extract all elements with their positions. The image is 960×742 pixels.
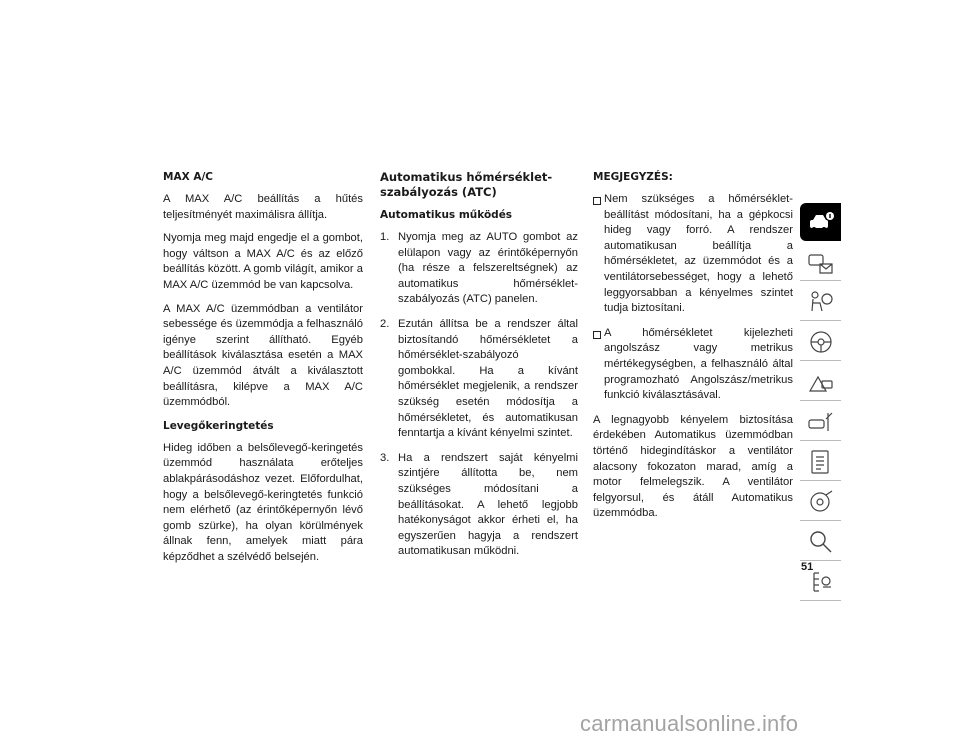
middle-column: [380, 170, 578, 569]
right-column: [593, 170, 793, 530]
bullet-text: Nem szükséges a hőmérséklet-beállítást módosítani, ha a gépkocsi hideg vagy forró. A rendszer automatikusan beállítja a hőmérsékletet, az üzemmódot és a ventilátorsebességet, hogy a lehető leggyorsabban a kényelmes szintet tudja biztosítani.: [604, 193, 793, 315]
left-column: [163, 170, 363, 573]
list-number: 3.: [380, 451, 390, 464]
max-ac-heading: MAX A/C: [163, 171, 213, 183]
search-icon[interactable]: [800, 523, 841, 561]
steering-wheel-icon[interactable]: [800, 323, 841, 361]
hazard-icon[interactable]: [800, 363, 841, 401]
paragraph: A legnagyobb kényelem biztosítása érdekében Automatikus üzemmódban történő hidegindításkor a ventilátor alacsony fokozaton marad, amíg a motor felmelegszik. A ventilátor felgyorsul, és átáll Automatikus üzemmódba.: [593, 413, 793, 520]
square-bullet-icon: [593, 326, 604, 404]
paragraph: A MAX A/C üzemmódban a ventilátor sebessége és üzemmódja a felhasználó igénye szerint állítható. Egyéb beállítások kiválasztása esetén a MAX A/C üzemmód átvált a kiválasztott beállításra, kilépve a MAX A/C üzemmódból.: [163, 302, 363, 409]
paragraph: A MAX A/C beállítás a hűtés teljesítményét maximálisra állítja.: [163, 193, 363, 221]
list-number: 1.: [380, 231, 390, 243]
list-number: 2.: [380, 317, 390, 330]
square-bullet-icon: [593, 192, 604, 317]
paragraph: Hideg időben a belsőlevegő-keringetés üzemmód használata erőteljes ablakpárásodáshoz vezet. Előfordulhat, hogy a belsőlevegő-keringtetés funkció nem elérhető (az érintőképernyőn lévő gomb szürke), ha olyan körülmények állnak fenn, amelyek miatt pára képződhet a szélvédő belsején.: [163, 441, 363, 563]
list-text: Ezután állítsa be a rendszer által biztosítandó hőmérsékletet a hőmérséklet-szabályozó gombokkal. Ha a kívánt hőmérséklet megjelenik, a rendszer szükség esetén módosítja a hőmérsékletet, és automatikusan fenntartja a kívánt kényelmi szintet.: [398, 317, 578, 440]
list-text: Nyomja meg az AUTO gombot az elülapon vagy az érintőképernyőn (ha része a felszereltségnek) az automatikus hőmérséklet-szabályozás (ATC) panelen.: [398, 231, 578, 306]
note-heading: MEGJEGYZÉS:: [593, 171, 673, 183]
list-item: [380, 451, 578, 560]
list-item: [380, 317, 578, 442]
multimedia-icon[interactable]: [800, 483, 841, 521]
watermark: carmanualsonline.info: [580, 711, 799, 736]
chapter-tabs: [800, 203, 841, 603]
recirculation-heading: Levegőkeringtetés: [163, 419, 274, 432]
bullet-item: [593, 192, 793, 317]
atc-heading: Automatikus hőmérséklet-szabályozás (ATC): [380, 170, 553, 199]
specifications-icon[interactable]: [800, 443, 841, 481]
car-info-icon[interactable]: [800, 203, 841, 241]
maintenance-icon[interactable]: [800, 403, 841, 441]
airbag-icon[interactable]: [800, 283, 841, 321]
list-item: [380, 230, 578, 308]
auto-operation-heading: Automatikus működés: [380, 209, 513, 221]
warning-light-icon[interactable]: [800, 243, 841, 281]
bullet-text: A hőmérsékletet kijelezheti angolszász vagy metrikus mértékegységben, a felhasználó által programozható Angolszász/metrikus funkció kiválasztásával.: [604, 326, 793, 402]
numbered-list: [380, 230, 578, 560]
page-number: 51: [801, 561, 814, 573]
paragraph: Nyomja meg majd engedje el a gombot, hogy váltson a MAX A/C és az előző beállítás között. A gomb világít, amikor a MAX A/C üzemmód be van kapcsolva.: [163, 232, 363, 291]
list-text: Ha a rendszert saját kényelmi szintjére állította be, nem szükséges módosítani a beállításokat. A lehető legjobb hatékonyságot akkor érheti el, ha egyszerűen hagyja a rendszert automatikusan működni.: [398, 451, 578, 558]
bullet-item: [593, 326, 793, 404]
